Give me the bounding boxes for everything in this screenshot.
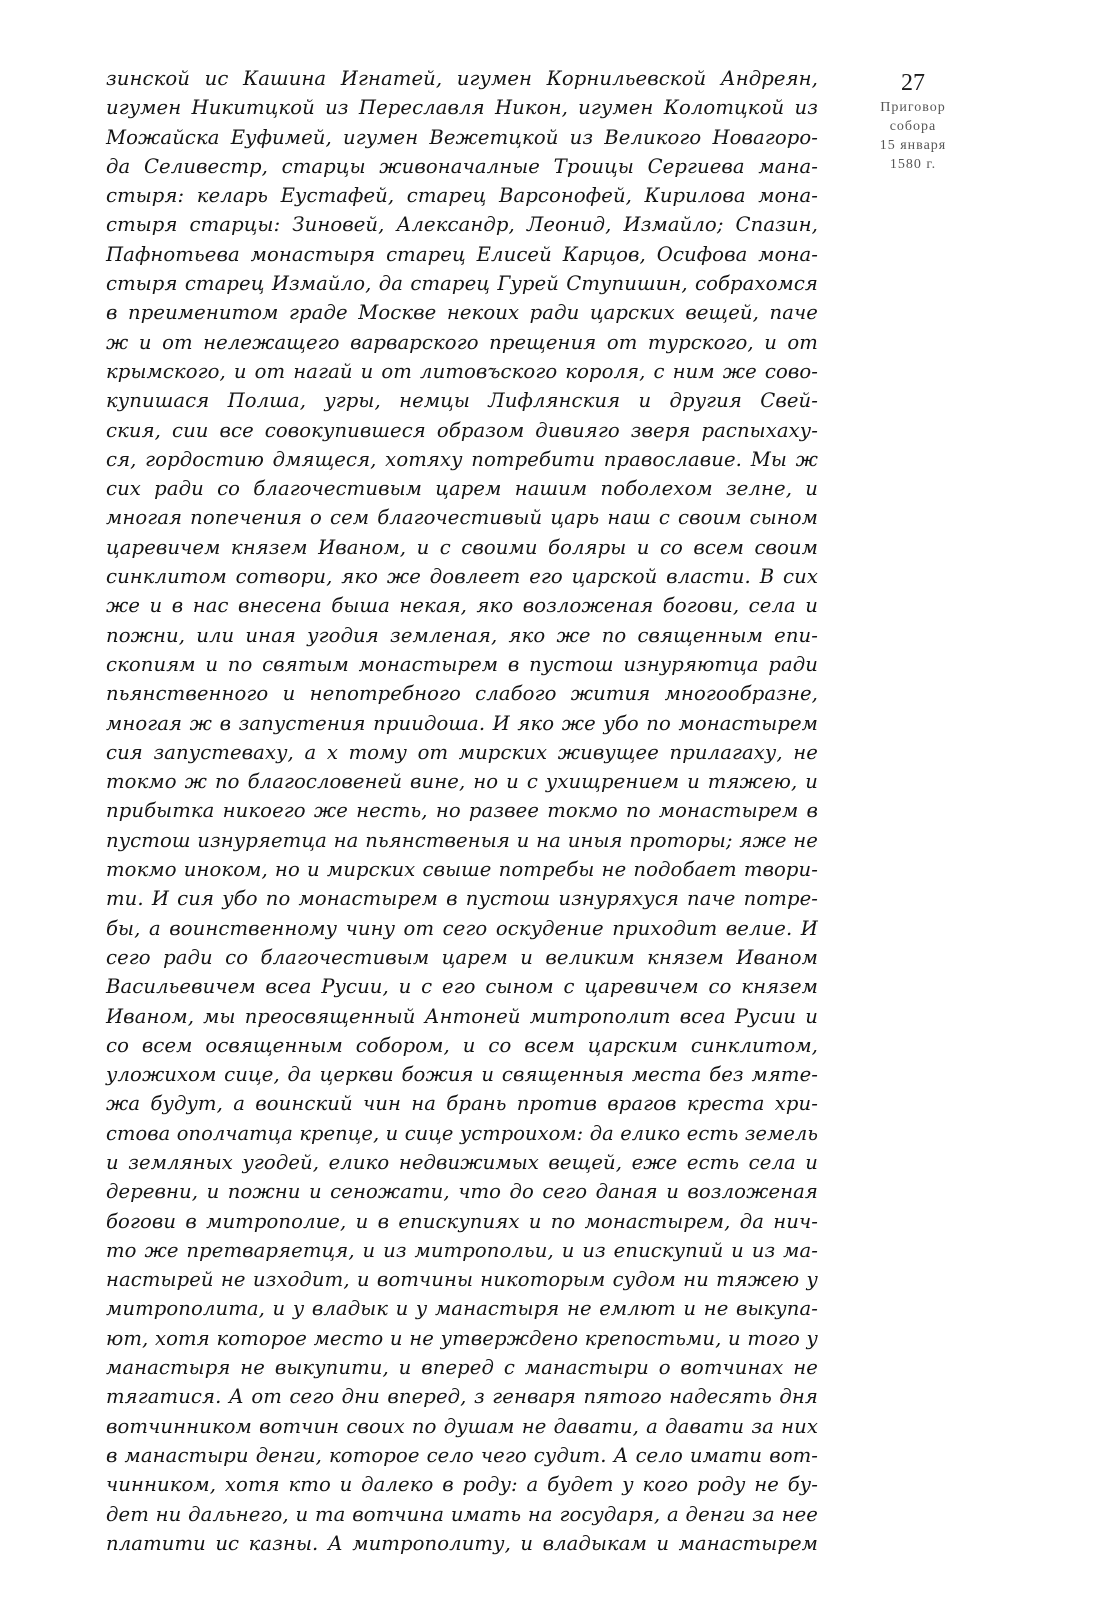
text-line: пустош изнуряетца на пьянственыя и на иныя проторы; яже не bbox=[106, 828, 818, 852]
margin-note-line: 1580 г. bbox=[889, 157, 937, 172]
text-line: Можайска Еуфимей, игумен Вежетцкой из Великого Новагоро- bbox=[106, 125, 818, 149]
body-text bbox=[106, 64, 818, 1558]
text-line: чинником, хотя кто и далеко в роду: а будет у кого роду не бу- bbox=[106, 1473, 818, 1497]
text-line: токмо ж по благословеней вине, но и с ухищрением и тяжею, и bbox=[106, 770, 818, 794]
text-line: скопиям и по святым монастырем в пустош изнуряютца ради bbox=[106, 652, 818, 676]
margin-note-line: Приговор bbox=[880, 100, 946, 115]
text-line: же и в нас внесена быша некая, яко возложеная богови, села и bbox=[106, 594, 818, 618]
text-line: игумен Никитцкой из Переславля Никон, игумен Колотцкой из bbox=[106, 96, 818, 120]
text-line: купишася Полша, угры, немцы Лифлянския и другия Свей- bbox=[106, 389, 818, 413]
text-line: да Селивестр, старцы живоначалные Троицы Сергиева мана- bbox=[106, 154, 818, 178]
text-line: со всем освященным собором, и со всем царским синклитом, bbox=[106, 1033, 818, 1057]
text-line: сия запустеваху, а х тому от мирских живущее прилагаху, не bbox=[106, 740, 818, 764]
text-line: многая ж в запустения приидоша. И яко же убо по монастырем bbox=[106, 711, 818, 735]
text-line: царевичем князем Иваном, и с своими боляры и со всем своим bbox=[106, 535, 818, 559]
text-line: стыря: келарь Еустафей, старец Варсонофей, Кирилова мона- bbox=[106, 184, 818, 208]
text-line: то же претваряетця, и из митропольи, и из епискупий и из ма- bbox=[106, 1238, 818, 1262]
text-line: жа будут, а воинский чин на брань против врагов креста хри- bbox=[106, 1092, 818, 1116]
text-line: в преименитом граде Москве некоих ради царских вещей, паче bbox=[106, 301, 818, 325]
text-line: ж и от нележащего варварского прещения от турского, и от bbox=[106, 330, 818, 354]
text-line: и земляных угодей, елико недвижимых вещей, еже есть села и bbox=[106, 1150, 818, 1174]
text-line: токмо иноком, но и мирских свыше потребы не подобает твори- bbox=[106, 858, 818, 882]
text-line: стова ополчатца крепце, и сице устроихом: да елико есть земель bbox=[106, 1121, 818, 1145]
text-line: Иваном, мы преосвященный Антоней митрополит всеа Русии и bbox=[106, 1004, 818, 1028]
text-line: тягатися. А от сего дни вперед, з генваря пятого надесять дня bbox=[106, 1385, 818, 1409]
text-line: Васильевичем всеа Русии, и с его сыном с царевичем со князем bbox=[106, 975, 818, 999]
text-line: деревни, и пожни и сеножати, что до сего даная и возложеная bbox=[106, 1180, 818, 1204]
text-line: вотчинником вотчин своих по душам не давати, а давати за них bbox=[106, 1414, 818, 1438]
text-line: ся, гордостию дмящеся, хотяху потребити православие. Мы ж bbox=[106, 447, 818, 471]
text-line: ти. И сия убо по монастырем в пустош изнуряхуся паче потре- bbox=[106, 887, 818, 911]
margin-note bbox=[858, 70, 968, 174]
page-number: 27 bbox=[901, 70, 925, 96]
text-line: зинской ис Кашина Игнатей, игумен Корнильевской Андреян, bbox=[106, 67, 818, 90]
text-line: платити ис казны. А митрополиту, и владыкам и манастырем bbox=[106, 1531, 818, 1555]
text-line: настырей не изходит, и вотчины никоторым судом ни тяжею у bbox=[106, 1268, 818, 1292]
text-line: стыря старец Измайло, да старец Гурей Ступишин, собрахомся bbox=[106, 272, 818, 296]
text-line: пожни, или иная угодия земленая, яко же по священным епи- bbox=[106, 623, 818, 647]
text-line: митрополита, и у владык и у манастыря не емлют и не выкупа- bbox=[106, 1297, 818, 1321]
text-line: крымского, и от нагай и от литовъского короля, с ним же сово- bbox=[106, 359, 818, 383]
text-line: Пафнотьева монастыря старец Елисей Карцов, Осифова мона- bbox=[106, 242, 818, 266]
text-line: манастыря не выкупити, и вперед с манастыри о вотчинах не bbox=[106, 1356, 818, 1380]
text-line: ют, хотя которое место и не утверждено крепостьми, и того у bbox=[106, 1326, 818, 1350]
margin-note-line: 15 января bbox=[879, 138, 947, 153]
text-line: ския, сии все совокупившеся образом дивияго зверя распыхаху- bbox=[106, 418, 818, 442]
text-line: многая попечения о сем благочестивый царь наш с своим сыном bbox=[106, 506, 818, 530]
text-line: стыря старцы: Зиновей, Александр, Леонид, Измайло; Спазин, bbox=[106, 213, 818, 237]
text-line: уложихом сице, да церкви божия и священныя места без мяте- bbox=[106, 1063, 818, 1087]
text-line: дет ни дальнего, и та вотчина имать на государя, а денги за нее bbox=[106, 1502, 818, 1526]
text-line: богови в митрополие, и в епискупиях и по монастырем, да нич- bbox=[106, 1209, 818, 1233]
text-line: прибытка никоего же несть, но развее токмо по монастырем в bbox=[106, 799, 818, 823]
text-line: в манастыри денги, которое село чего судит. А село имати вот- bbox=[106, 1443, 818, 1467]
text-line: пьянственного и непотребного слабого жития многообразне, bbox=[106, 682, 818, 706]
text-line: сего ради со благочестивым царем и великим князем Иваном bbox=[106, 945, 818, 969]
text-line: синклитом сотвори, яко же довлеет его царской власти. В сих bbox=[106, 565, 818, 589]
margin-note-line: собора bbox=[889, 119, 937, 134]
text-line: бы, а воинственному чину от сего оскудение приходит велие. И bbox=[106, 916, 818, 940]
text-line: сих ради со благочестивым царем нашим поболехом зелне, и bbox=[106, 477, 818, 501]
